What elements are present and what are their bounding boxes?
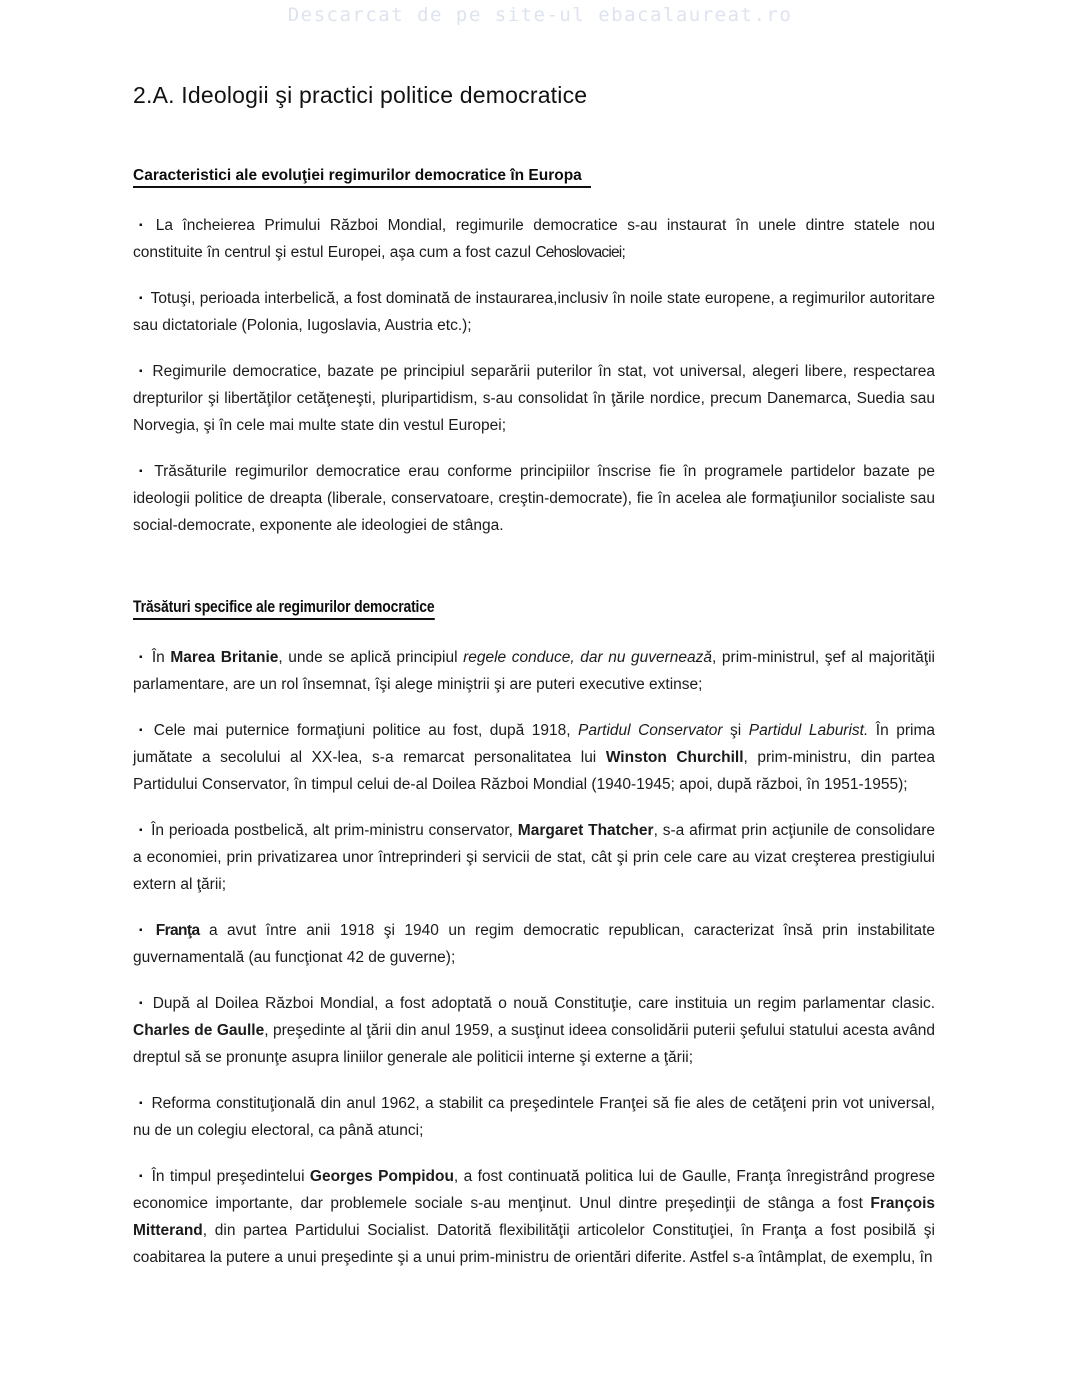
- text-segment: Trăsăturile regimurilor democratice erau conforme principiilor înscrise fie în programele partidelor bazate pe ideologii politice de dreapta (liberale, conservatoare, creştin-democrate), fie în acelea ale formaţiunilor socialiste sau social-democrate, exponente ale ideologiei de stânga.: [133, 463, 936, 534]
- bullet-paragraph: [133, 358, 935, 439]
- bullet-paragraph: [133, 917, 935, 971]
- text-segment: regele conduce, dar nu guvernează: [463, 649, 713, 666]
- text-segment: Partidul Conservator: [578, 722, 723, 739]
- bullet-icon: ▪: [139, 925, 148, 936]
- watermark: Descarcat de pe site-ul ebacalaureat.ro: [287, 4, 793, 26]
- text-segment: Reforma constituţională din anul 1962, a stabilit ca preşedintele Franţei să fie ales de cetăţeni prin vot universal, nu de un colegiu electoral, ca până atunci;: [133, 1095, 935, 1139]
- text-segment: În: [151, 649, 171, 666]
- bullet-icon: ▪: [139, 998, 145, 1009]
- section-heading-row: [133, 167, 935, 188]
- paragraph-text: [133, 922, 935, 966]
- text-segment: a avut între anii 1918 şi 1940 un regim democratic republican, caracterizat însă prin instabilitate guvernamentală (au funcţionat 42 de guverne);: [133, 922, 935, 966]
- text-segment: Partidul Laburist.: [748, 722, 869, 739]
- section-heading: Caracteristici ale evoluţiei regimurilor democratice în Europa: [133, 167, 591, 188]
- text-segment: , prim-ministru, din partea Partidului Conservator, în timpul celui de-al Doilea Război Mondial (1940-1945; apoi, după război, în 1951-1955);: [133, 749, 935, 793]
- bullet-icon: ▪: [139, 825, 144, 836]
- bullet-paragraph: [133, 212, 935, 266]
- bullet-paragraph: [133, 990, 935, 1071]
- document-content: [133, 0, 935, 1290]
- bullet-icon: ▪: [139, 293, 143, 304]
- paragraph-text: [133, 822, 935, 893]
- bullet-icon: ▪: [139, 466, 147, 477]
- bullet-icon: ▪: [139, 725, 146, 736]
- paragraph-text: [133, 995, 935, 1066]
- bullet-paragraph: [133, 817, 935, 898]
- text-segment: Winston Churchill: [605, 749, 744, 766]
- text-segment: şi: [722, 722, 749, 739]
- bullet-icon: ▪: [139, 652, 144, 663]
- paragraph-text: [133, 1168, 935, 1266]
- text-segment: , din partea Partidului Socialist. Datorită flexibilităţii articolelor Constituţiei, în Franţa a fost posibilă şi coabitarea la putere a unui preşedinte şi a unui prim-ministru de orientări diferite. Astfel s-a întâmplat, de exemplu, în: [133, 1222, 935, 1266]
- text-segment: La încheierea Primului Război Mondial, regimurile democratice s-au instaurat în unele dintre statele nou constituite în centrul şi estul Europei, aşa cum a fost cazul: [133, 217, 935, 261]
- paragraph-text: [133, 217, 935, 261]
- text-segment: După al Doilea Război Mondial, a fost adoptată o nouă Constituţie, care instituia un regim parlamentar clasic.: [152, 995, 935, 1012]
- text-segment: , preşedinte al ţării din anul 1959, a susţinut ideea consolidării puterii şefului statului acesta având dreptul să se pronunţe asupra liniilor generale ale politicii interne şi externe a ţării;: [133, 1022, 935, 1066]
- section-characteristics: [133, 167, 935, 539]
- bullet-icon: ▪: [139, 1098, 144, 1109]
- section-heading-row: [133, 597, 935, 620]
- paragraph-text: [133, 649, 935, 693]
- paragraph-text: [133, 463, 935, 534]
- text-segment: Cele mai puternice formaţiuni politice au fost, după 1918,: [153, 722, 579, 739]
- bullet-icon: ▪: [139, 1171, 144, 1182]
- text-segment: Franţa: [155, 922, 200, 939]
- text-segment: , unde se aplică principiul: [278, 649, 464, 666]
- text-segment: Totuşi, perioada interbelică, a fost dominată de instaurarea,inclusiv în noile state europene, a regimurilor autoritare sau dictatoriale (Polonia, Iugoslavia, Austria etc.);: [133, 290, 935, 334]
- text-segment: Charles de Gaulle: [133, 1022, 265, 1039]
- section-heading: Trăsături specifice ale regimurilor democratice: [133, 597, 434, 620]
- page-title: 2.A. Ideologii şi practici politice democratice: [133, 82, 588, 108]
- section-specific-traits: [133, 597, 935, 1271]
- paragraph-text: [133, 290, 935, 334]
- paragraph-text: [133, 363, 935, 434]
- paragraph-text: [133, 722, 935, 793]
- bullet-paragraph: [133, 1090, 935, 1144]
- paragraph-text: [133, 1095, 935, 1139]
- text-segment: Margaret Thatcher: [517, 822, 654, 839]
- bullet-paragraph: [133, 285, 935, 339]
- text-segment: Georges Pompidou: [309, 1168, 454, 1185]
- text-segment: , s-a afirmat prin acţiunile de consolidare a economiei, prin privatizarea unor întreprinderi şi servicii de stat, cât şi prin cele care au vizat creşterea prestigiului extern al ţării;: [133, 822, 935, 893]
- text-segment: François Mitterand: [133, 1195, 935, 1239]
- bullet-icon: ▪: [139, 220, 148, 231]
- text-segment: , a fost continuată politica lui de Gaulle, Franţa înregistrând progrese economice importante, dar problemele sociale s-au menţinut. Unul dintre preşedinţii de stânga a fost: [133, 1168, 935, 1212]
- text-segment: În prima jumătate a secolului al XX-lea, s-a remarcat personalitatea lui: [133, 722, 935, 766]
- bullet-icon: ▪: [139, 366, 145, 377]
- text-segment: Cehoslovaciei;: [535, 244, 625, 261]
- bullet-paragraph: [133, 644, 935, 698]
- text-segment: În timpul preşedintelui: [151, 1168, 310, 1185]
- bullet-paragraph: [133, 458, 935, 539]
- text-segment: , prim-ministrul, şef al majorităţii parlamentare, are un rol însemnat, îşi alege miniştrii şi are puteri executive extinse;: [133, 649, 935, 693]
- text-segment: În perioada postbelică, alt prim-ministru conservator,: [151, 822, 518, 839]
- text-segment: Regimurile democratice, bazate pe principiul separării puterilor în stat, vot universal, alegeri libere, respectarea drepturilor şi libertăţilor cetăţeneşti, pluripartidism, s-au consolidat în ţările nordice, precum Danemarca, Suedia sau Norvegia, şi în cele mai multe state din vestul Europei;: [133, 363, 936, 434]
- bullet-paragraph: [133, 717, 935, 798]
- bullet-paragraph: [133, 1163, 935, 1271]
- text-segment: Marea Britanie: [170, 649, 279, 666]
